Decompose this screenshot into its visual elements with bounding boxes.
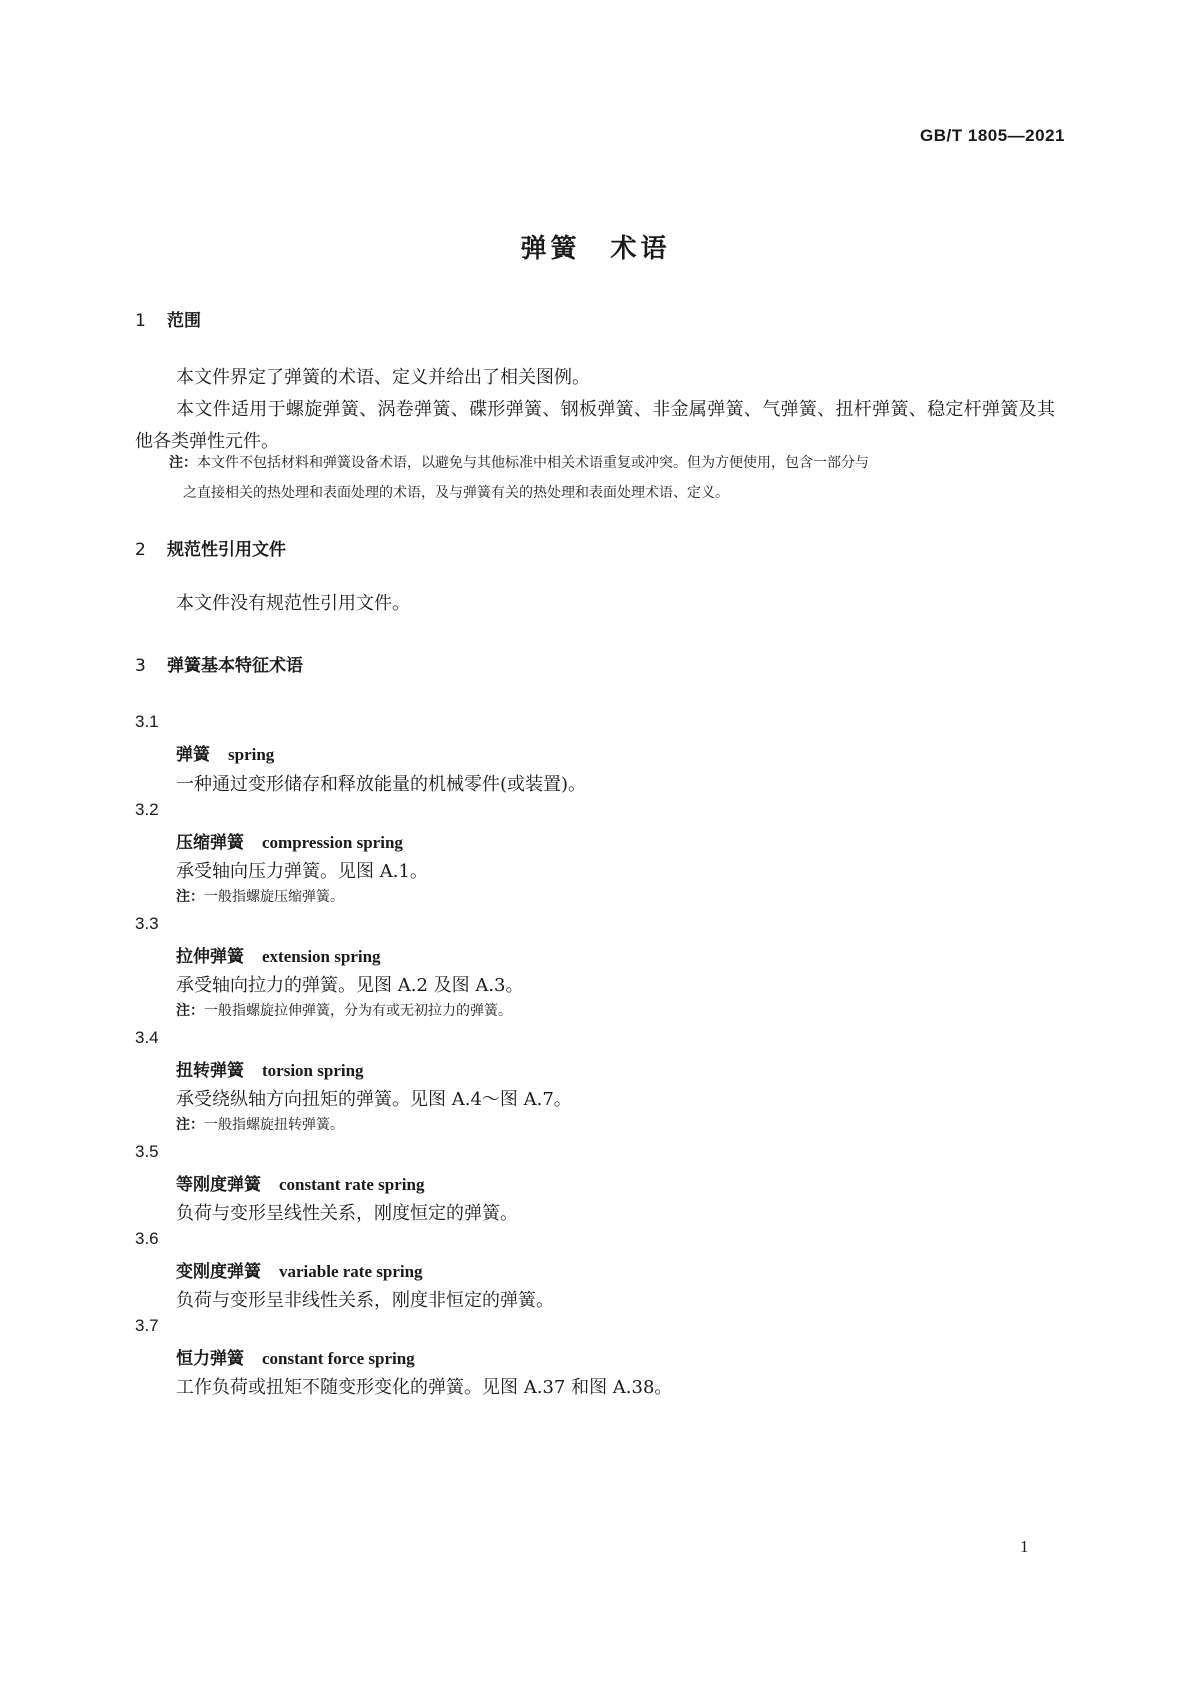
note-text: 一般指螺旋拉伸弹簧，分为有或无初拉力的弹簧。 [204,1003,512,1019]
standard-code: GB/T 1805—2021 [920,126,1065,145]
term-definition-3-4: 承受绕纵轴方向扭矩的弹簧。见图 A.4～图 A.7。 [176,1089,572,1110]
term-definition-3-7: 工作负荷或扭矩不随变形变化的弹簧。见图 A.37 和图 A.38。 [176,1377,673,1398]
term-chinese: 扭转弹簧 [176,1061,244,1081]
note-text: 一般指螺旋压缩弹簧。 [204,889,344,905]
term-english: spring [228,745,275,764]
term-english: variable rate spring [279,1262,423,1281]
note-label: 注： [176,1117,204,1133]
note-text-line-1: 本文件不包括材料和弹簧设备术语，以避免与其他标准中相关术语重复或冲突。但为方便使用，包含一部分与 [197,455,869,471]
term-definition-3-5: 负荷与变形呈线性关系，刚度恒定的弹簧。 [176,1203,518,1224]
term-chinese: 弹簧 [176,745,210,765]
term-chinese: 恒力弹簧 [176,1349,244,1369]
section-1-paragraph-1: 本文件界定了弹簧的术语、定义并给出了相关图例。 [176,367,590,388]
section-2-heading [135,535,286,560]
note-text-line-2: 之直接相关的热处理和表面处理的术语，及与弹簧有关的热处理和表面处理术语、定义。 [183,485,729,501]
term-chinese: 压缩弹簧 [176,833,244,853]
term-chinese: 等刚度弹簧 [176,1175,261,1195]
term-chinese: 拉伸弹簧 [176,947,244,967]
term-definition-3-6: 负荷与变形呈非线性关系，刚度非恒定的弹簧。 [176,1290,554,1311]
term-definition-3-3: 承受轴向拉力的弹簧。见图 A.2 及图 A.3。 [176,975,524,996]
term-number-3-2: 3.2 [135,800,159,819]
term-3-2 [176,828,403,853]
section-1-heading [135,306,201,331]
section-title: 规范性引用文件 [167,540,286,560]
term-3-5 [176,1170,424,1195]
term-note-3-3 [176,1000,512,1020]
term-number-3-1: 3.1 [135,712,159,731]
note-label: 注： [176,1003,204,1019]
term-3-4 [176,1056,364,1081]
section-1-note [169,448,1055,508]
term-chinese: 变刚度弹簧 [176,1262,261,1282]
section-title: 弹簧基本特征术语 [167,656,303,676]
section-3-heading [135,651,303,676]
note-text: 一般指螺旋扭转弹簧。 [204,1117,344,1133]
term-number-3-6: 3.6 [135,1229,159,1248]
term-note-3-2 [176,886,344,906]
term-3-6 [176,1257,423,1282]
note-label: 注： [176,889,204,905]
term-3-7 [176,1344,415,1369]
term-number-3-7: 3.7 [135,1316,159,1335]
section-title: 范围 [167,311,201,331]
term-english: torsion spring [262,1061,364,1080]
term-definition-3-2: 承受轴向压力弹簧。见图 A.1。 [176,861,428,882]
term-number-3-4: 3.4 [135,1028,159,1047]
section-number: 1 [135,311,146,331]
term-definition-3-1: 一种通过变形储存和释放能量的机械零件(或装置)。 [176,774,587,795]
section-number: 3 [135,656,146,676]
term-english: constant rate spring [279,1175,425,1194]
term-3-3 [176,942,381,967]
term-number-3-3: 3.3 [135,914,159,933]
term-english: constant force spring [262,1349,415,1368]
section-number: 2 [135,540,146,560]
term-note-3-4 [176,1114,344,1134]
section-1-paragraph-2: 本文件适用于螺旋弹簧、涡卷弹簧、碟形弹簧、钢板弹簧、非金属弹簧、气弹簧、扭杆弹簧、稳定杆弹簧及其他各类弹性元件。 [135,399,1055,452]
term-number-3-5: 3.5 [135,1142,159,1161]
term-english: extension spring [262,947,381,966]
page-number: 1 [1020,1537,1029,1556]
section-2-paragraph-1: 本文件没有规范性引用文件。 [176,593,410,614]
term-english: compression spring [262,833,403,852]
note-label: 注： [169,455,197,471]
page-title: 弹簧 术语 [520,234,671,264]
term-3-1 [176,740,274,765]
